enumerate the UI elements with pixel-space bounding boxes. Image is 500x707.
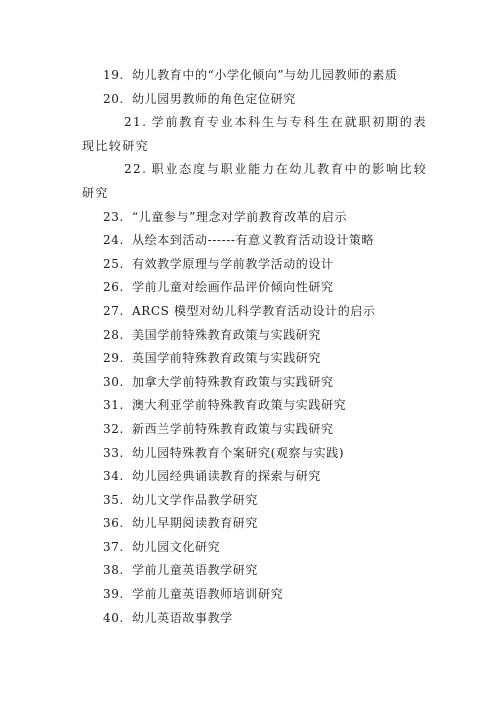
item-number: 34. [103, 469, 124, 484]
item-text: 学前儿童英语教学研究 [132, 563, 259, 578]
item-text: 英国学前特殊教育政策与实践研究 [132, 351, 322, 366]
item-number: 24. [103, 233, 124, 248]
list-item [82, 276, 427, 300]
list-item [82, 489, 427, 513]
item-text: 幼儿英语故事教学 [132, 610, 233, 625]
list-item [82, 512, 427, 536]
item-text: 从绘本到活动------有意义教育活动设计策略 [132, 233, 375, 248]
item-number: 23. [103, 209, 124, 224]
item-number: 38. [103, 563, 124, 578]
item-number: 37. [103, 539, 124, 554]
item-text: 有效教学原理与学前教学活动的设计 [132, 256, 334, 271]
item-number: 39. [103, 587, 124, 602]
list-item [82, 64, 427, 88]
item-text: 幼儿早期阅读教育研究 [132, 516, 259, 531]
list-item [82, 111, 427, 158]
item-number: 19. [103, 68, 124, 82]
list-item [82, 394, 427, 418]
item-number: 31. [103, 398, 124, 413]
item-number: 28. [103, 327, 124, 342]
item-text: 学前儿童英语教师培训研究 [132, 587, 284, 602]
list-item [82, 418, 427, 442]
item-number: 27. [103, 303, 124, 318]
item-number: 40. [103, 610, 124, 625]
item-text: 幼儿教育中的“小学化倾向”与幼儿园教师的素质 [132, 68, 398, 82]
list-item [82, 442, 427, 466]
item-number: 29. [103, 351, 124, 366]
list-item [82, 253, 427, 277]
item-number: 22. [124, 162, 148, 177]
item-text: ARCS 模型对幼儿科学教育活动设计的启示 [132, 303, 376, 318]
item-text: 新西兰学前特殊教育政策与实践研究 [132, 421, 334, 436]
list-item [82, 324, 427, 348]
item-text: 美国学前特殊教育政策与实践研究 [132, 327, 322, 342]
list-item [82, 347, 427, 371]
item-text: 幼儿文学作品教学研究 [132, 492, 259, 507]
list-item [82, 583, 427, 607]
list-item [82, 158, 427, 205]
item-number: 30. [103, 374, 124, 389]
item-text: 幼儿园经典诵读教育的探索与研究 [132, 469, 322, 484]
list-item [82, 206, 427, 230]
item-number: 32. [103, 421, 124, 436]
item-number: 35. [103, 492, 124, 507]
topic-list [82, 64, 427, 630]
item-text: 学前教育专业本科生与专科生在就职初期的表现比较研究 [82, 115, 427, 153]
list-item [82, 465, 427, 489]
list-item [82, 371, 427, 395]
item-number: 26. [103, 280, 124, 295]
item-number: 20. [103, 91, 124, 106]
item-text: “儿童参与”理念对学前教育改革的启示 [132, 209, 348, 224]
list-item [82, 229, 427, 253]
item-text: 澳大利亚学前特殊教育政策与实践研究 [132, 398, 347, 413]
item-text: 幼儿园男教师的角色定位研究 [132, 91, 296, 106]
list-item [82, 559, 427, 583]
list-item [82, 300, 427, 324]
item-text: 职业态度与职业能力在幼儿教育中的影响比较研究 [82, 162, 427, 200]
item-text: 学前儿童对绘画作品评价倾向性研究 [132, 280, 334, 295]
item-text: 幼儿园文化研究 [132, 539, 221, 554]
item-number: 36. [103, 516, 124, 531]
list-item [82, 88, 427, 112]
list-item [82, 607, 427, 631]
list-item [82, 536, 427, 560]
item-number: 25. [103, 256, 124, 271]
item-text: 幼儿园特殊教育个案研究(观察与实践) [132, 445, 345, 460]
item-number: 21. [124, 115, 148, 130]
item-number: 33. [103, 445, 124, 460]
item-text: 加拿大学前特殊教育政策与实践研究 [132, 374, 334, 389]
